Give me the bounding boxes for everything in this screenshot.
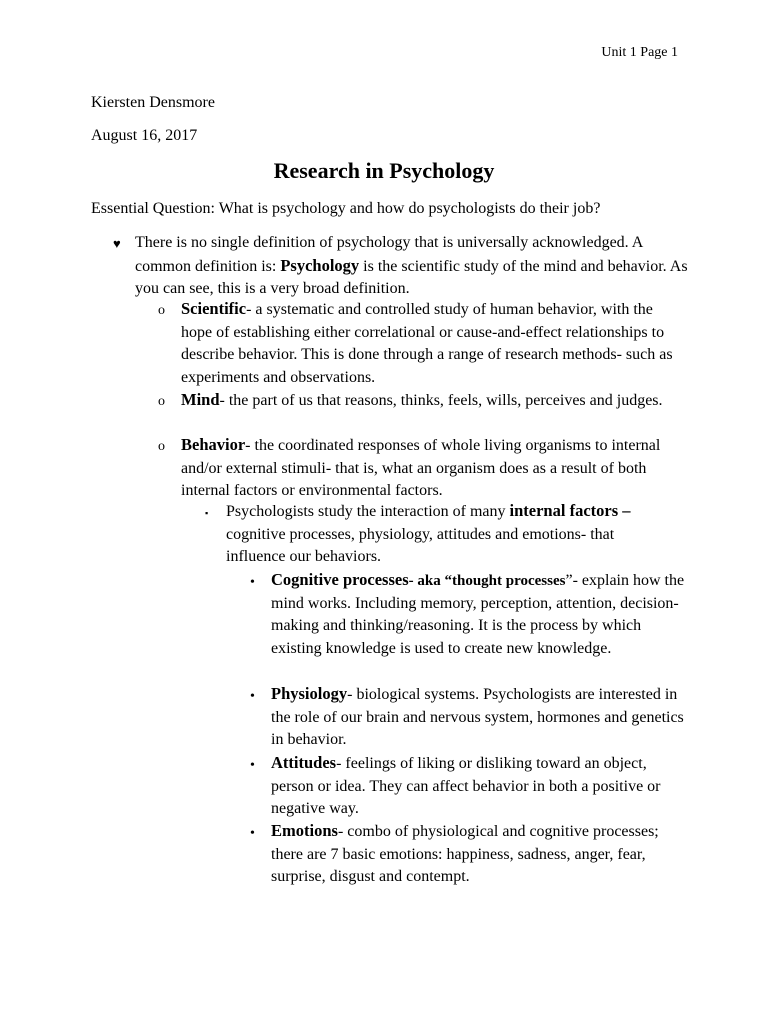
internal-text-2: cognitive processes, physiology, attitudes and emotions- that influence our behaviors. [226, 525, 615, 566]
circle-bullet-icon: o [158, 439, 165, 454]
cognitive-aka: - aka “thought processes [408, 573, 566, 589]
dot-bullet-icon: • [250, 758, 255, 773]
physiology-term: Physiology [271, 684, 348, 703]
dot-bullet-icon: • [250, 689, 255, 704]
scientific-term: Scientific [181, 299, 247, 318]
document-title: Research in Psychology [273, 158, 495, 183]
page-header-label: Unit 1 Page 1 [601, 45, 678, 60]
scientific-text: - a systematic and controlled study of human behavior, with the hope of establishing either correlational or cause-and-effect relationships to describe behavior. This is done through a range of research methods- such as experiments and observations. [181, 301, 673, 386]
intro-text-1: There is no single definition of psychology that is universally acknowledged. A common definition is: [135, 234, 643, 275]
scientific-item [181, 298, 681, 389]
internal-text-1: Psychologists study the interaction of many [226, 503, 510, 520]
physiology-item [271, 683, 686, 752]
intro-paragraph [135, 232, 695, 301]
circle-bullet-icon: o [158, 303, 165, 318]
author-name: Kiersten Densmore [91, 94, 215, 111]
mind-item [181, 389, 681, 413]
internal-term: internal factors – [509, 501, 631, 520]
dot-bullet-icon: • [250, 575, 255, 590]
behavior-term: Behavior [181, 435, 246, 454]
cognitive-term: Cognitive processes [271, 570, 409, 589]
behavior-item [181, 434, 681, 503]
physiology-text: - biological systems. Psychologists are interested in the role of our brain and nervous system, hormones and genetics in behavior. [271, 686, 684, 749]
circle-bullet-icon: o [158, 394, 165, 409]
intro-text-2: is the scientific study of the mind and behavior. As you can see, this is a very broad definition. [135, 257, 688, 298]
mind-term: Mind [181, 390, 220, 409]
cognitive-text: ”- explain how the mind works. Including memory, perception, attention, decision-making and thinking/reasoning. It is the process by which existing knowledge is used to create new knowledge. [271, 572, 685, 657]
behavior-text: - the coordinated responses of whole living organisms to internal and/or external stimuli- that is, what an organism does as a result of both internal factors or environmental factors. [181, 437, 661, 500]
attitudes-item [271, 752, 686, 821]
emotions-item [271, 820, 686, 889]
emotions-text: - combo of physiological and cognitive processes; there are 7 basic emotions: happiness, sadness, anger, fear, surprise, disgust and contempt. [271, 823, 659, 886]
intro-term: Psychology [280, 255, 360, 275]
emotions-term: Emotions [271, 821, 338, 840]
square-bullet-icon: ▪ [205, 508, 209, 518]
mind-text: - the part of us that reasons, thinks, feels, wills, perceives and judges. [219, 392, 663, 409]
attitudes-term: Attitudes [271, 753, 337, 772]
dot-bullet-icon: • [250, 826, 255, 841]
cognitive-item [271, 569, 686, 660]
essential-question: Essential Question: What is psychology and how do psychologists do their job? [91, 200, 601, 217]
heart-bullet-icon: ♥ [113, 236, 121, 251]
internal-factors-item [226, 500, 676, 569]
document-date: August 16, 2017 [91, 127, 198, 144]
attitudes-text: - feelings of liking or disliking toward an object, person or idea. They can affect behavior in both a positive or negative way. [271, 755, 661, 818]
